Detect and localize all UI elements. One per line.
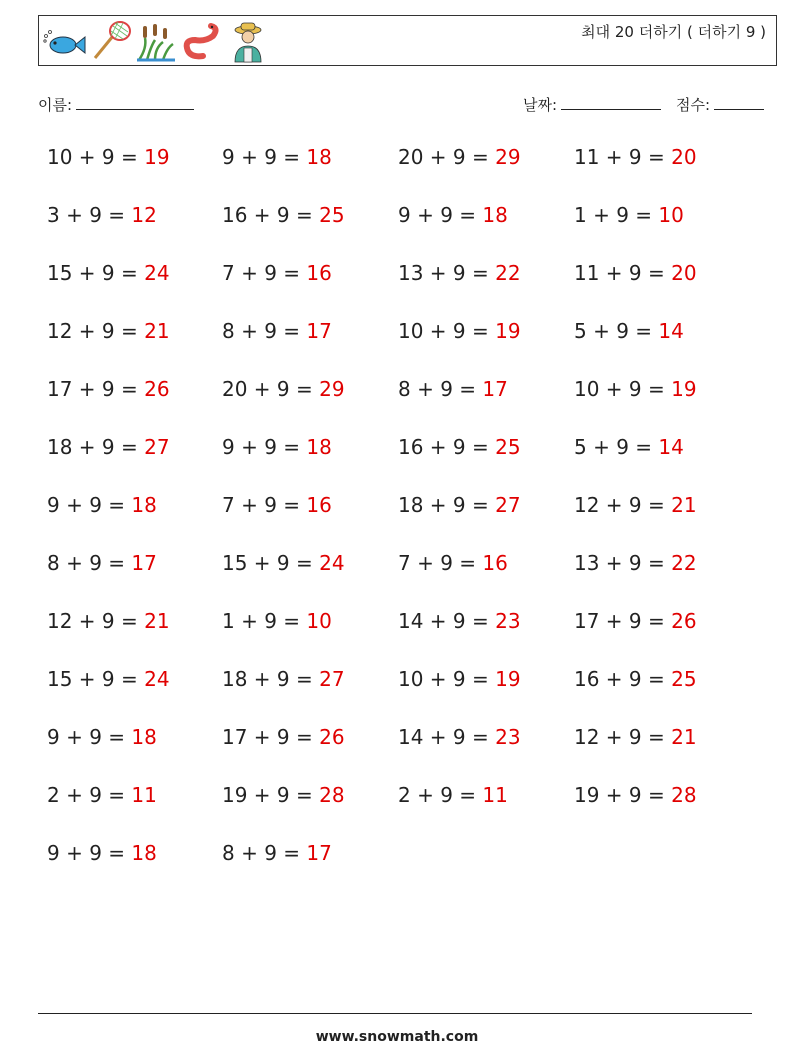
problem-equation: 17 + 9 = [47, 377, 145, 401]
problem-answer: 14 [658, 319, 684, 343]
problem-item [574, 319, 684, 343]
problem-answer: 24 [144, 667, 170, 691]
name-field [38, 94, 194, 115]
problem-answer: 19 [495, 319, 521, 343]
problem-item [574, 667, 697, 691]
problem-equation: 15 + 9 = [47, 667, 145, 691]
problem-answer: 17 [482, 377, 508, 401]
problem-item [222, 319, 332, 343]
problem-item [398, 783, 508, 807]
problem-answer: 18 [131, 841, 157, 865]
problem-item [47, 435, 170, 459]
problem-item [574, 435, 684, 459]
problem-equation: 12 + 9 = [47, 609, 145, 633]
reeds-icon [133, 18, 179, 64]
problem-answer: 26 [319, 725, 345, 749]
problem-answer: 25 [671, 667, 697, 691]
problem-item [47, 203, 157, 227]
problem-answer: 24 [319, 551, 345, 575]
problem-equation: 16 + 9 = [398, 435, 496, 459]
fish-icon [41, 18, 87, 64]
problem-answer: 17 [306, 841, 332, 865]
problem-equation: 19 + 9 = [222, 783, 320, 807]
problem-answer: 11 [131, 783, 157, 807]
problem-equation: 18 + 9 = [398, 493, 496, 517]
problem-equation: 18 + 9 = [47, 435, 145, 459]
problem-item [398, 493, 521, 517]
problem-answer: 29 [319, 377, 345, 401]
problem-item [398, 145, 521, 169]
problem-item [398, 725, 521, 749]
problem-equation: 16 + 9 = [574, 667, 672, 691]
problem-item [47, 261, 170, 285]
name-blank [76, 95, 194, 110]
problem-equation: 10 + 9 = [47, 145, 145, 169]
problem-item [574, 145, 697, 169]
problem-equation: 2 + 9 = [47, 783, 132, 807]
problem-answer: 19 [144, 145, 170, 169]
problem-item [398, 261, 521, 285]
problem-answer: 27 [495, 493, 521, 517]
problem-answer: 16 [306, 493, 332, 517]
problem-equation: 9 + 9 = [398, 203, 483, 227]
problem-item [222, 377, 345, 401]
problem-answer: 18 [482, 203, 508, 227]
problem-item [47, 783, 157, 807]
problem-equation: 2 + 9 = [398, 783, 483, 807]
problem-answer: 18 [131, 493, 157, 517]
problem-equation: 18 + 9 = [222, 667, 320, 691]
problem-equation: 17 + 9 = [574, 609, 672, 633]
problem-equation: 10 + 9 = [398, 319, 496, 343]
problem-item [398, 435, 521, 459]
problem-answer: 23 [495, 609, 521, 633]
problem-equation: 12 + 9 = [574, 493, 672, 517]
problem-equation: 1 + 9 = [574, 203, 659, 227]
problem-answer: 22 [671, 551, 697, 575]
problem-item [398, 319, 521, 343]
date-blank [561, 95, 661, 110]
problem-equation: 12 + 9 = [574, 725, 672, 749]
worm-icon [179, 18, 225, 64]
problem-answer: 10 [306, 609, 332, 633]
problem-answer: 11 [482, 783, 508, 807]
problem-answer: 29 [495, 145, 521, 169]
problem-answer: 10 [658, 203, 684, 227]
problem-item [222, 435, 332, 459]
net-icon [87, 18, 133, 64]
problem-equation: 3 + 9 = [47, 203, 132, 227]
name-label: 이름: [38, 96, 73, 114]
problem-item [47, 725, 157, 749]
problem-equation: 12 + 9 = [47, 319, 145, 343]
problem-answer: 28 [671, 783, 697, 807]
problem-answer: 16 [306, 261, 332, 285]
problem-answer: 21 [671, 493, 697, 517]
problem-item [47, 667, 170, 691]
problem-item [47, 609, 170, 633]
problem-item [47, 551, 157, 575]
problem-answer: 18 [131, 725, 157, 749]
problem-equation: 19 + 9 = [574, 783, 672, 807]
problem-equation: 5 + 9 = [574, 435, 659, 459]
problem-answer: 14 [658, 435, 684, 459]
problem-item [574, 203, 684, 227]
problem-item [574, 725, 697, 749]
problem-equation: 7 + 9 = [222, 493, 307, 517]
score-field [676, 94, 764, 115]
problem-answer: 23 [495, 725, 521, 749]
problem-answer: 20 [671, 145, 697, 169]
problem-equation: 9 + 9 = [222, 435, 307, 459]
problem-equation: 10 + 9 = [398, 667, 496, 691]
problem-answer: 17 [131, 551, 157, 575]
problem-equation: 11 + 9 = [574, 261, 672, 285]
problem-equation: 11 + 9 = [574, 145, 672, 169]
problem-equation: 7 + 9 = [398, 551, 483, 575]
problem-equation: 8 + 9 = [398, 377, 483, 401]
score-label: 점수: [676, 96, 711, 114]
problem-item [398, 609, 521, 633]
fisherman-icon [225, 18, 271, 64]
header-icons [41, 18, 271, 64]
problem-item [398, 377, 508, 401]
score-blank [714, 95, 764, 110]
problem-item [574, 377, 697, 401]
footer-url: www.snowmath.com [315, 1029, 479, 1045]
problem-item [222, 609, 332, 633]
problem-answer: 18 [306, 435, 332, 459]
problem-answer: 26 [144, 377, 170, 401]
problem-answer: 27 [144, 435, 170, 459]
problem-item [47, 377, 170, 401]
problem-item [222, 725, 345, 749]
problem-item [222, 203, 345, 227]
problem-item [574, 783, 697, 807]
problem-equation: 7 + 9 = [222, 261, 307, 285]
worksheet-header [38, 15, 777, 66]
problem-item [47, 319, 170, 343]
problem-equation: 10 + 9 = [574, 377, 672, 401]
problem-item [222, 261, 332, 285]
problem-answer: 24 [144, 261, 170, 285]
problem-answer: 20 [671, 261, 697, 285]
problem-equation: 16 + 9 = [222, 203, 320, 227]
problem-answer: 27 [319, 667, 345, 691]
problem-item [222, 551, 345, 575]
problem-equation: 9 + 9 = [47, 841, 132, 865]
problem-answer: 22 [495, 261, 521, 285]
date-label: 날짜: [523, 96, 558, 114]
problem-answer: 25 [495, 435, 521, 459]
problem-equation: 13 + 9 = [398, 261, 496, 285]
problem-equation: 8 + 9 = [222, 841, 307, 865]
problem-equation: 17 + 9 = [222, 725, 320, 749]
problem-equation: 9 + 9 = [222, 145, 307, 169]
problem-item [574, 551, 697, 575]
problem-equation: 20 + 9 = [222, 377, 320, 401]
problem-item [574, 493, 697, 517]
problem-answer: 21 [671, 725, 697, 749]
problem-answer: 28 [319, 783, 345, 807]
problem-equation: 8 + 9 = [47, 551, 132, 575]
problem-answer: 18 [306, 145, 332, 169]
problem-answer: 21 [144, 609, 170, 633]
problem-item [398, 667, 521, 691]
problem-equation: 14 + 9 = [398, 725, 496, 749]
problem-item [574, 261, 697, 285]
problem-equation: 9 + 9 = [47, 493, 132, 517]
date-field [523, 94, 661, 115]
worksheet-title: 최대 20 더하기 ( 더하기 9 ) [581, 23, 766, 41]
problem-item [222, 667, 345, 691]
problem-answer: 26 [671, 609, 697, 633]
problem-item [47, 145, 170, 169]
problem-item [47, 841, 157, 865]
problem-answer: 21 [144, 319, 170, 343]
problem-item [222, 493, 332, 517]
problem-item [47, 493, 157, 517]
problem-item [222, 783, 345, 807]
problem-equation: 9 + 9 = [47, 725, 132, 749]
problem-equation: 20 + 9 = [398, 145, 496, 169]
problem-item [398, 203, 508, 227]
problem-answer: 19 [671, 377, 697, 401]
problem-item [398, 551, 508, 575]
problem-equation: 15 + 9 = [47, 261, 145, 285]
problem-equation: 14 + 9 = [398, 609, 496, 633]
problem-answer: 16 [482, 551, 508, 575]
problem-equation: 15 + 9 = [222, 551, 320, 575]
problem-answer: 12 [131, 203, 157, 227]
problem-answer: 17 [306, 319, 332, 343]
problem-item [222, 841, 332, 865]
problem-equation: 5 + 9 = [574, 319, 659, 343]
problem-answer: 19 [495, 667, 521, 691]
problem-item [222, 145, 332, 169]
problem-answer: 25 [319, 203, 345, 227]
footer-divider [38, 1013, 752, 1014]
problem-equation: 8 + 9 = [222, 319, 307, 343]
problem-equation: 13 + 9 = [574, 551, 672, 575]
problem-item [574, 609, 697, 633]
problem-equation: 1 + 9 = [222, 609, 307, 633]
